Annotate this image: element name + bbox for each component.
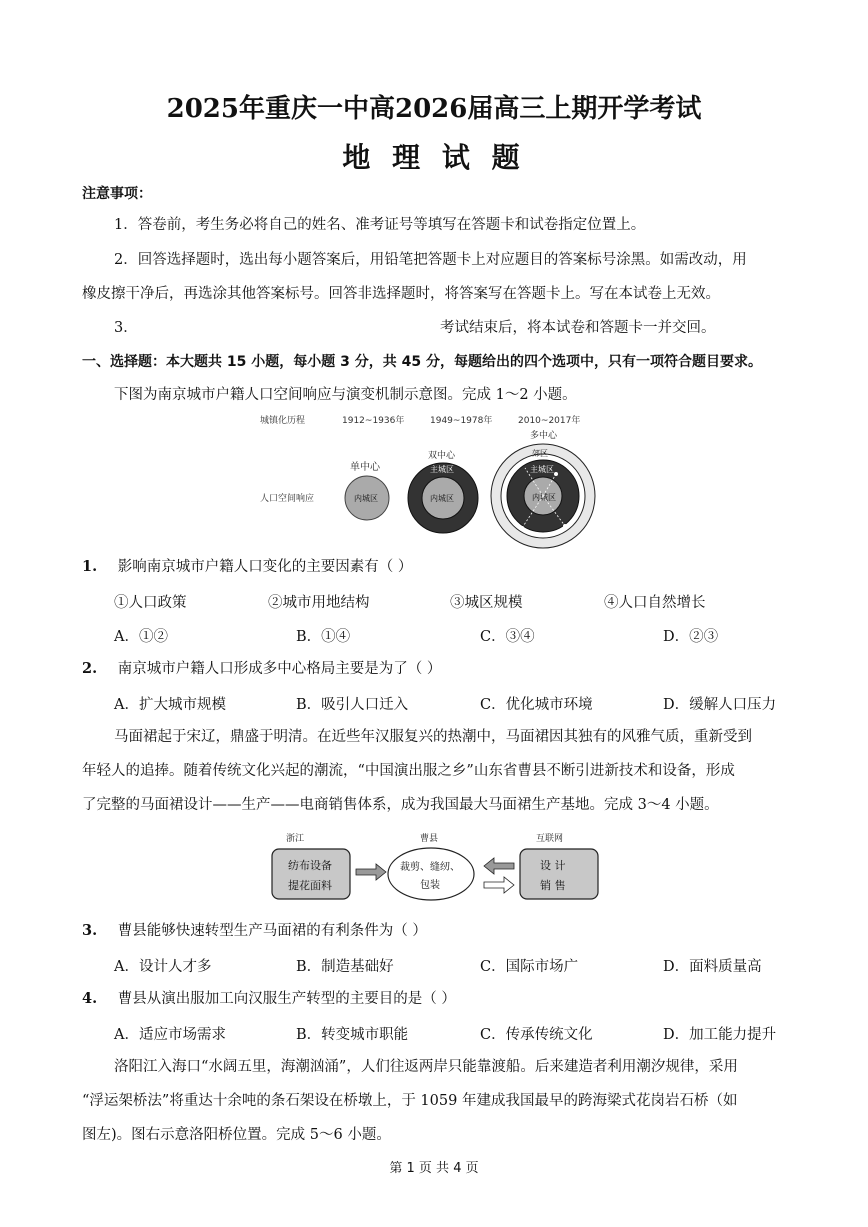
q3 [82, 921, 427, 941]
notice-item-3-num: 3． [114, 320, 138, 336]
q4-number: 4. [82, 990, 98, 1007]
ring-label-2: 主城区 [430, 465, 454, 474]
ring-label-4: 郊区 [532, 449, 548, 458]
period-1: 1912~1936年 [342, 416, 405, 426]
notice-item-3-text: 考试结束后，将本试卷和答题卡一并交回。 [440, 320, 716, 336]
q3-stem: 曹县能够快速转型生产马面裙的有利条件为（ ） [117, 923, 427, 939]
period-2: 1949~1978年 [430, 416, 493, 426]
notice-item-1: 1．答卷前，考生务必将自己的姓名、准考证号等填写在答题卡和试卷指定位置上。 [114, 217, 646, 233]
notice-item-2: 2．回答选择题时，选出每小题答案后，用铅笔把答题卡上对应题目的答案标号涂黑。如需改动，用 [114, 252, 747, 268]
flow-mid-line-1: 裁剪、缝纫、 [400, 862, 460, 873]
q3-option-a[interactable]: A．设计人才多 [114, 959, 212, 975]
q1-item-1: ①人口政策 [114, 595, 187, 611]
group3-intro-line-2: “浮运架桥法”将重达十余吨的条石架设在桥墩上，于 1059 年建成我国最早的跨海梁式花岗岩石桥（如 [82, 1093, 738, 1109]
flow-mid-title: 曹县 [420, 834, 439, 844]
flow-right-line-2: 销 售 [540, 879, 566, 892]
q1-option-b[interactable]: B．①④ [296, 629, 351, 645]
ring-label-3: 内城区 [430, 494, 454, 503]
q4-stem: 曹县从演出服加工向汉服生产转型的主要目的是（ ） [117, 991, 456, 1007]
population-figure [260, 408, 610, 553]
group2-intro-line-2: 年轻人的追捧。随着传统文化兴起的潮流，“中国演出服之乡”山东省曹县不断引进新技术和设备，形成 [82, 763, 735, 779]
ring-label-6: 内城区 [532, 493, 556, 502]
flow-right-title: 互联网 [536, 834, 564, 844]
flow-arrow-in [484, 858, 514, 874]
production-flow-diagram [268, 827, 604, 909]
page-footer: 第 1 页 共 4 页 [389, 1161, 479, 1176]
q4-option-a[interactable]: A．适应市场需求 [114, 1027, 226, 1043]
q1-item-3: ③城区规模 [450, 595, 523, 611]
flow-arrow-out [484, 877, 514, 893]
q4-option-d[interactable]: D．加工能力提升 [663, 1027, 777, 1043]
q3-option-b[interactable]: B．制造基础好 [296, 959, 394, 975]
ring-label-5: 主城区 [530, 465, 554, 474]
q4 [82, 989, 456, 1009]
q2-option-c[interactable]: C．优化城市环境 [480, 697, 593, 713]
period-3: 2010~2017年 [518, 416, 581, 426]
q2 [82, 659, 441, 679]
figure-row2-label: 人口空间响应 [260, 494, 315, 504]
q3-option-d[interactable]: D．面料质量高 [663, 959, 762, 975]
q1-item-4: ④人口自然增长 [604, 595, 706, 611]
q2-option-a[interactable]: A．扩大城市规模 [114, 697, 226, 713]
ring-label-1: 内城区 [354, 494, 378, 503]
q4-option-b[interactable]: B．转变城市职能 [296, 1027, 409, 1043]
group2-intro-line-1: 马面裙起于宋辽，鼎盛于明清。在近些年汉服复兴的热潮中，马面裙因其独有的风雅气质，重新受到 [114, 729, 752, 745]
exam-title: 2025年重庆一中高2026届高三上期开学考试 [166, 94, 702, 124]
flow-left-title: 浙江 [286, 834, 305, 844]
stage-label-2: 双中心 [428, 451, 456, 461]
flow-arrow-left [356, 864, 386, 880]
flow-mid-ellipse [388, 848, 474, 900]
notice-item-2-cont: 橡皮擦干净后，再选涂其他答案标号。回答非选择题时，将答案写在答题卡上。写在本试卷上无效。 [82, 286, 720, 302]
flow-right-line-1: 设 计 [540, 859, 566, 872]
q3-number: 3. [82, 922, 98, 939]
stage-label-3: 多中心 [530, 431, 558, 441]
group1-intro: 下图为南京城市户籍人口空间响应与演变机制示意图。完成 1～2 小题。 [114, 387, 577, 403]
flow-mid-line-2: 包装 [420, 880, 440, 891]
exam-subtitle: 地 理 试 题 [342, 141, 526, 174]
q1-option-d[interactable]: D．②③ [663, 629, 719, 645]
q1-option-c[interactable]: C．③④ [480, 629, 535, 645]
q1-item-2: ②城市用地结构 [268, 595, 370, 611]
group3-intro-line-3: 图左)。图右示意洛阳桥位置。完成 5～6 小题。 [82, 1127, 391, 1143]
q2-number: 2. [82, 660, 98, 677]
q1-option-a[interactable]: A．①② [114, 629, 168, 645]
q1-stem: 影响南京城市户籍人口变化的主要因素有（ ） [117, 559, 413, 575]
group2-intro-line-3: 了完整的马面裙设计——生产——电商销售体系，成为我国最大马面裙生产基地。完成 3～4 小题。 [82, 797, 719, 813]
notice-heading: 注意事项： [82, 186, 152, 202]
q1 [82, 557, 412, 577]
figure-row1-label: 城镇化历程 [260, 416, 306, 426]
flow-left-line-1: 纺布设备 [288, 859, 332, 872]
group3-intro-line-1: 洛阳江入海口“水阔五里，海潮汹涌”，人们往返两岸只能靠渡船。后来建造者利用潮汐规律，采用 [114, 1059, 738, 1075]
q2-option-d[interactable]: D．缓解人口压力 [663, 697, 777, 713]
flow-left-line-2: 提花面料 [288, 879, 332, 892]
q1-number: 1. [82, 558, 98, 575]
section-heading: 一、选择题：本大题共 15 小题，每小题 3 分，共 45 分，每题给出的四个选项中，只有一项符合题目要求。 [82, 354, 762, 370]
q4-option-c[interactable]: C．传承传统文化 [480, 1027, 593, 1043]
q2-stem: 南京城市户籍人口形成多中心格局主要是为了（ ） [117, 661, 442, 677]
stage-label-1: 单中心 [350, 462, 380, 473]
q2-option-b[interactable]: B．吸引人口迁入 [296, 697, 409, 713]
q3-option-c[interactable]: C．国际市场广 [480, 959, 579, 975]
